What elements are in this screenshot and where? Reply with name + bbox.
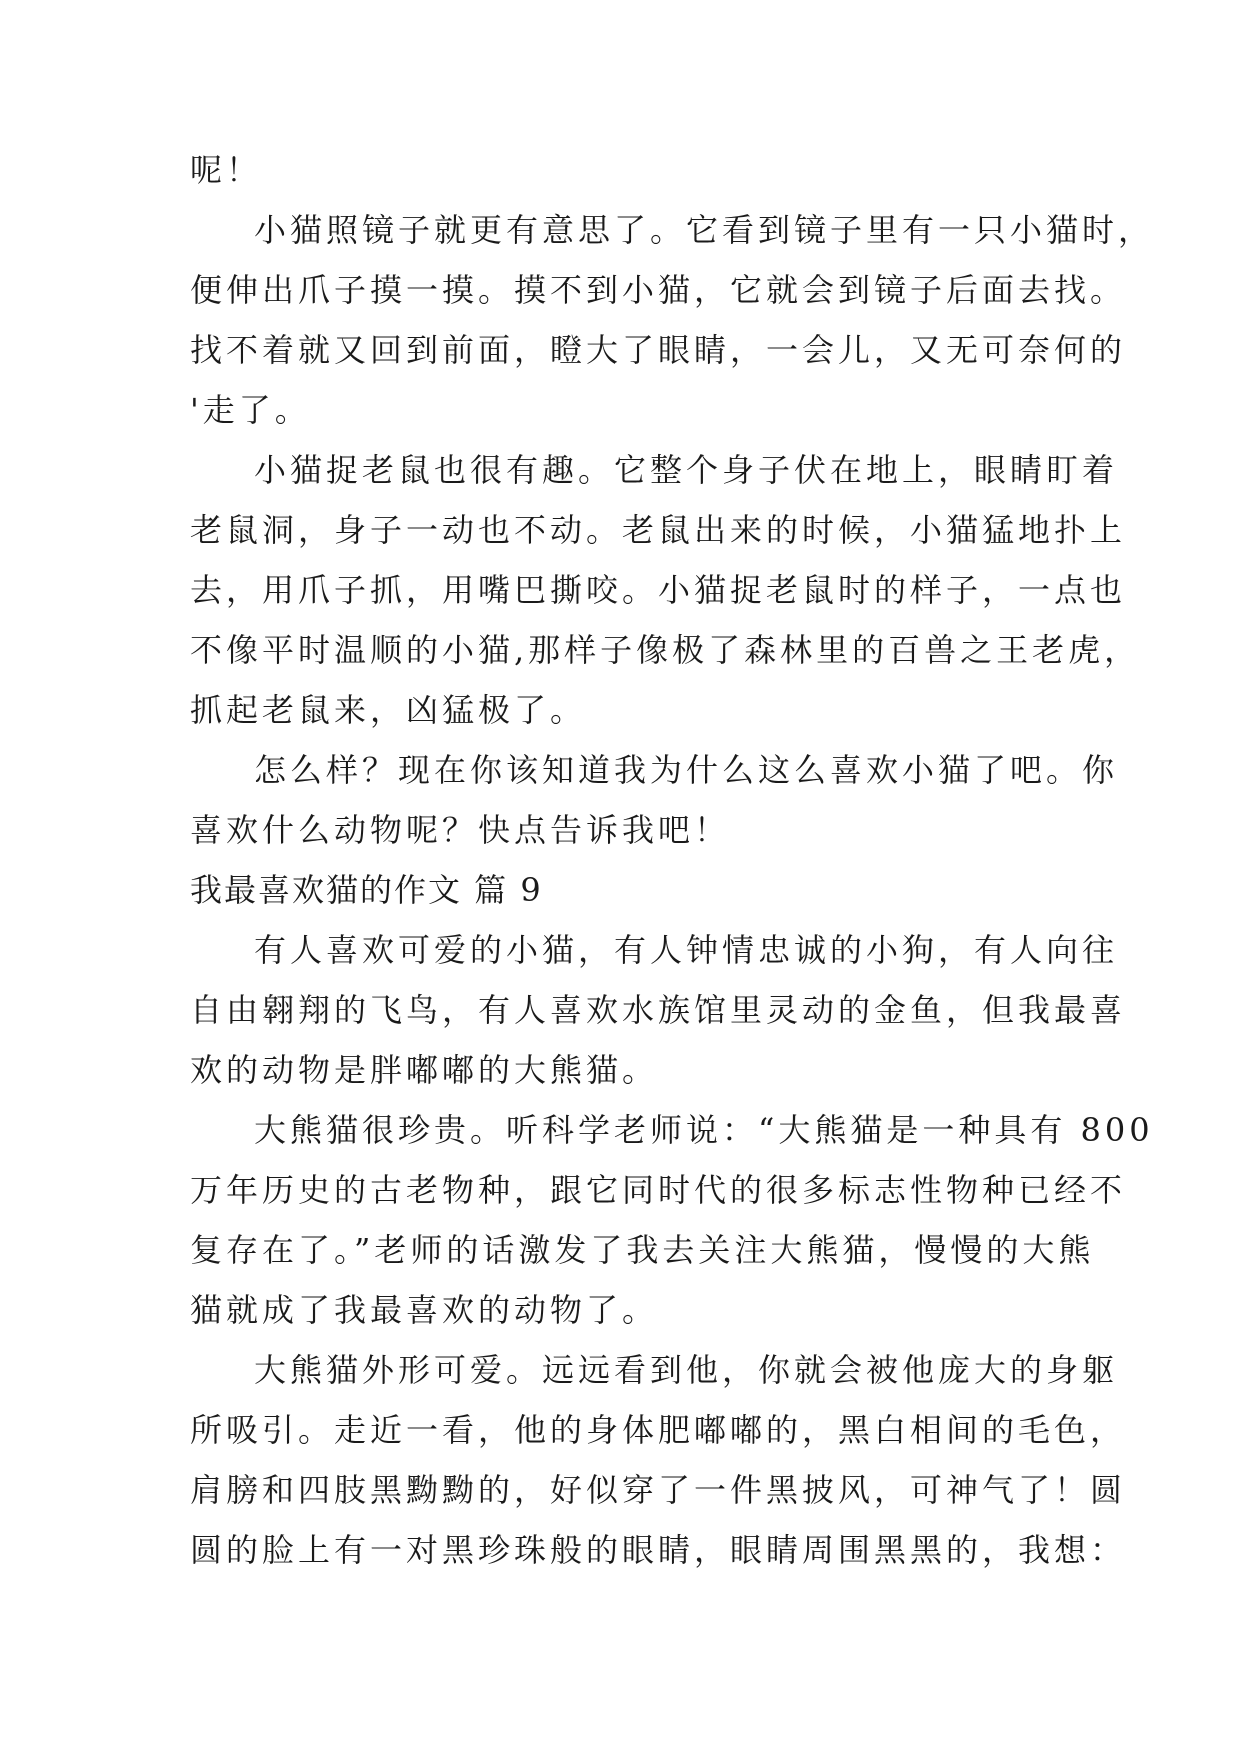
- text-line: 抓起老鼠来，凶猛极了。: [190, 691, 587, 729]
- section-heading: 我最喜欢猫的作文 篇 9: [190, 871, 543, 909]
- text-line: 不像平时温顺的小猫,那样子像极了森林里的百兽之王老虎，: [190, 631, 1141, 669]
- text-line: 喜欢什么动物呢？快点告诉我吧！: [190, 811, 731, 849]
- text-line: 大熊猫很珍贵。听科学老师说：“大熊猫是一种具有 800: [254, 1111, 1154, 1149]
- text-line: 怎么样？现在你该知道我为什么这么喜欢小猫了吧。你: [254, 751, 1119, 789]
- text-line: 肩膀和四肢黑黝黝的，好似穿了一件黑披风，可神气了！圆: [190, 1471, 1127, 1509]
- text-line: 有人喜欢可爱的小猫，有人钟情忠诚的小狗，有人向往: [254, 931, 1119, 969]
- text-line: 大熊猫外形可爱。远远看到他，你就会被他庞大的身躯: [254, 1351, 1119, 1389]
- text-line: 便伸出爪子摸一摸。摸不到小猫，它就会到镜子后面去找。: [190, 271, 1127, 309]
- text-line: 猫就成了我最喜欢的动物了。: [190, 1291, 659, 1329]
- text-line: 小猫照镜子就更有意思了。它看到镜子里有一只小猫时，: [254, 211, 1155, 249]
- text-line: 去，用爪子抓，用嘴巴撕咬。小猫捉老鼠时的样子，一点也: [190, 571, 1127, 609]
- text-line: 小猫捉老鼠也很有趣。它整个身子伏在地上，眼睛盯着: [254, 451, 1119, 489]
- text-line: 万年历史的古老物种，跟它同时代的很多标志性物种已经不: [190, 1171, 1127, 1209]
- text-line: 呢！: [190, 151, 263, 189]
- text-line: 欢的动物是胖嘟嘟的大熊猫。: [190, 1051, 659, 1089]
- text-line: 复存在了。”老师的话激发了我去关注大熊猫，慢慢的大熊: [190, 1231, 1095, 1269]
- text-line: 自由翱翔的飞鸟，有人喜欢水族馆里灵动的金鱼，但我最喜: [190, 991, 1127, 1029]
- text-line: 所吸引。走近一看，他的身体肥嘟嘟的，黑白相间的毛色，: [190, 1411, 1127, 1449]
- text-line: 老鼠洞，身子一动也不动。老鼠出来的时候，小猫猛地扑上: [190, 511, 1127, 549]
- text-line: '走了。: [190, 391, 311, 429]
- text-line: 找不着就又回到前面，瞪大了眼睛，一会儿，又无可奈何的: [190, 331, 1127, 369]
- text-line: 圆的脸上有一对黑珍珠般的眼睛，眼睛周围黑黑的，我想：: [190, 1531, 1127, 1569]
